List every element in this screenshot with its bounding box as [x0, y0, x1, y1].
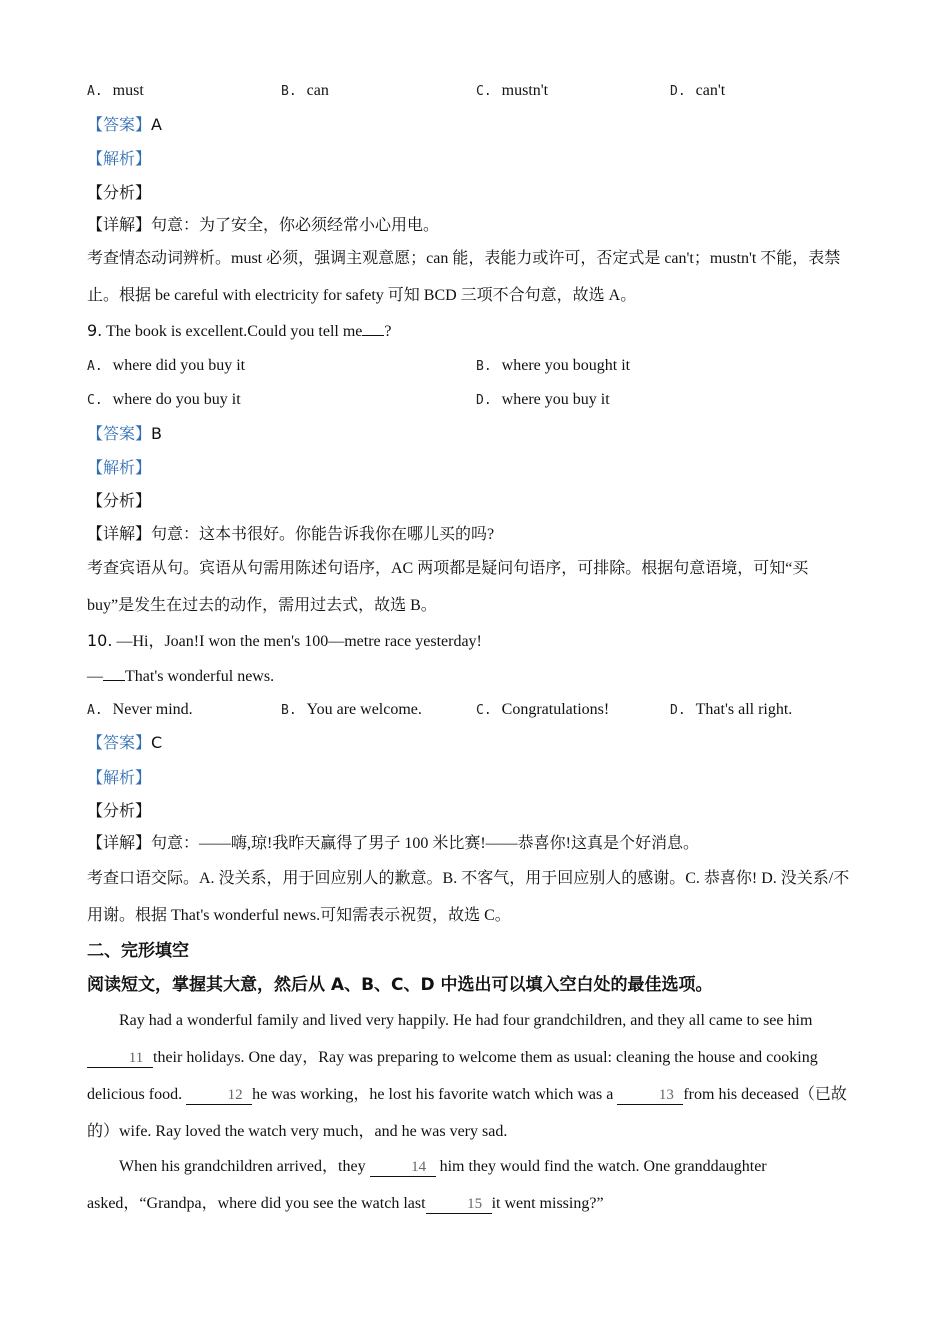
q9-fenxi: 【分析】 — [87, 491, 152, 510]
cloze-blank-11: 11 — [87, 1049, 153, 1068]
cloze-blank-12: 12 — [186, 1086, 252, 1105]
q10-blank — [103, 666, 125, 681]
q8-answer: 【答案】A — [87, 115, 162, 134]
q10-option-d: D. That's all right. — [670, 701, 793, 718]
q10-answer: 【答案】C — [87, 733, 163, 752]
q10-detail: 【详解】句意：——嗨,琼!我昨天赢得了男子 100 米比赛!——恭喜你!这真是个好消息。 — [87, 835, 699, 852]
cloze-blank-13: 13 — [617, 1086, 683, 1105]
q9-analysis-tag: 【解析】 — [87, 458, 152, 477]
q10-fenxi: 【分析】 — [87, 801, 152, 820]
q9-detail: 【详解】句意：这本书很好。你能告诉我你在哪儿买的吗? — [87, 526, 495, 543]
q8-option-a: A. must — [87, 82, 144, 99]
q10-option-c: C. Congratulations! — [476, 701, 610, 718]
passage-paragraph-2: When his grandchildren arrived，they 14 him they would find the watch. One granddaughter asked，“Grandpa，where did you see the watch last 15 it went missing?” — [87, 1158, 767, 1212]
q8-explain: 考查情态动词辨析。must 必须，强调主观意愿；can 能，表能力或许可，否定式是 can't；mustn't 不能，表禁止。根据 be careful with electricity for safety 可知 BCD 三项不合句意，故选 A。 — [87, 250, 841, 304]
q10-explain: 考查口语交际。A. 没关系，用于回应别人的歉意。B. 不客气，用于回应别人的感谢。C. 恭喜你! D. 没关系/不用谢。根据 That's wonderful news.可知需表示祝贺，故选 C。 — [87, 870, 850, 924]
q9-stem: 9. The book is excellent.Could you tell me ? — [87, 321, 392, 340]
q9-answer: 【答案】B — [87, 424, 162, 443]
q9-blank — [362, 321, 384, 336]
q8-option-b: B. can — [281, 82, 329, 99]
q10-analysis-tag: 【解析】 — [87, 768, 152, 787]
q8-fenxi: 【分析】 — [87, 183, 152, 202]
q9-option-a: A. where did you buy it — [87, 357, 246, 374]
q9-option-d: D. where you buy it — [476, 391, 610, 408]
q10-stem: 10. —Hi，Joan!I won the men's 100—metre race yesterday! — [87, 631, 482, 650]
q9-option-b: B. where you bought it — [476, 357, 631, 374]
q8-detail: 【详解】句意：为了安全，你必须经常小心用电。 — [87, 217, 440, 234]
cloze-blank-14: 14 — [370, 1158, 436, 1177]
q10-reply: — That's wonderful news. — [87, 668, 275, 685]
q8-option-c: C. mustn't — [476, 82, 549, 99]
section-title: 二、完形填空 — [87, 941, 189, 961]
q10-option-b: B. You are welcome. — [281, 701, 422, 718]
section-instruction: 阅读短文，掌握其大意，然后从 A、B、C、D 中选出可以填入空白处的最佳选项。 — [87, 975, 713, 995]
cloze-blank-15: 15 — [426, 1195, 492, 1214]
q8-analysis-tag: 【解析】 — [87, 149, 152, 168]
q9-explain: 考查宾语从句。宾语从句需用陈述句语序，AC 两项都是疑问句语序，可排除。根据句意语境，可知“买 buy”是发生在过去的动作，需用过去式，故选 B。 — [87, 560, 809, 614]
passage-paragraph-1: Ray had a wonderful family and lived very happily. He had four grandchildren, and they all came to see him11 their holidays. One day，Ray was preparing to welcome them as usual: cleaning the house and cooking delicious food. 12 he was working，he lost his favorite watch which was a 13 from his deceased（已故的）wife. Ray loved the watch very much，and he was very sad. — [87, 1012, 847, 1140]
q9-option-c: C. where do you buy it — [87, 391, 241, 408]
q10-option-a: A. Never mind. — [87, 701, 193, 718]
q8-option-d: D. can't — [670, 82, 726, 99]
